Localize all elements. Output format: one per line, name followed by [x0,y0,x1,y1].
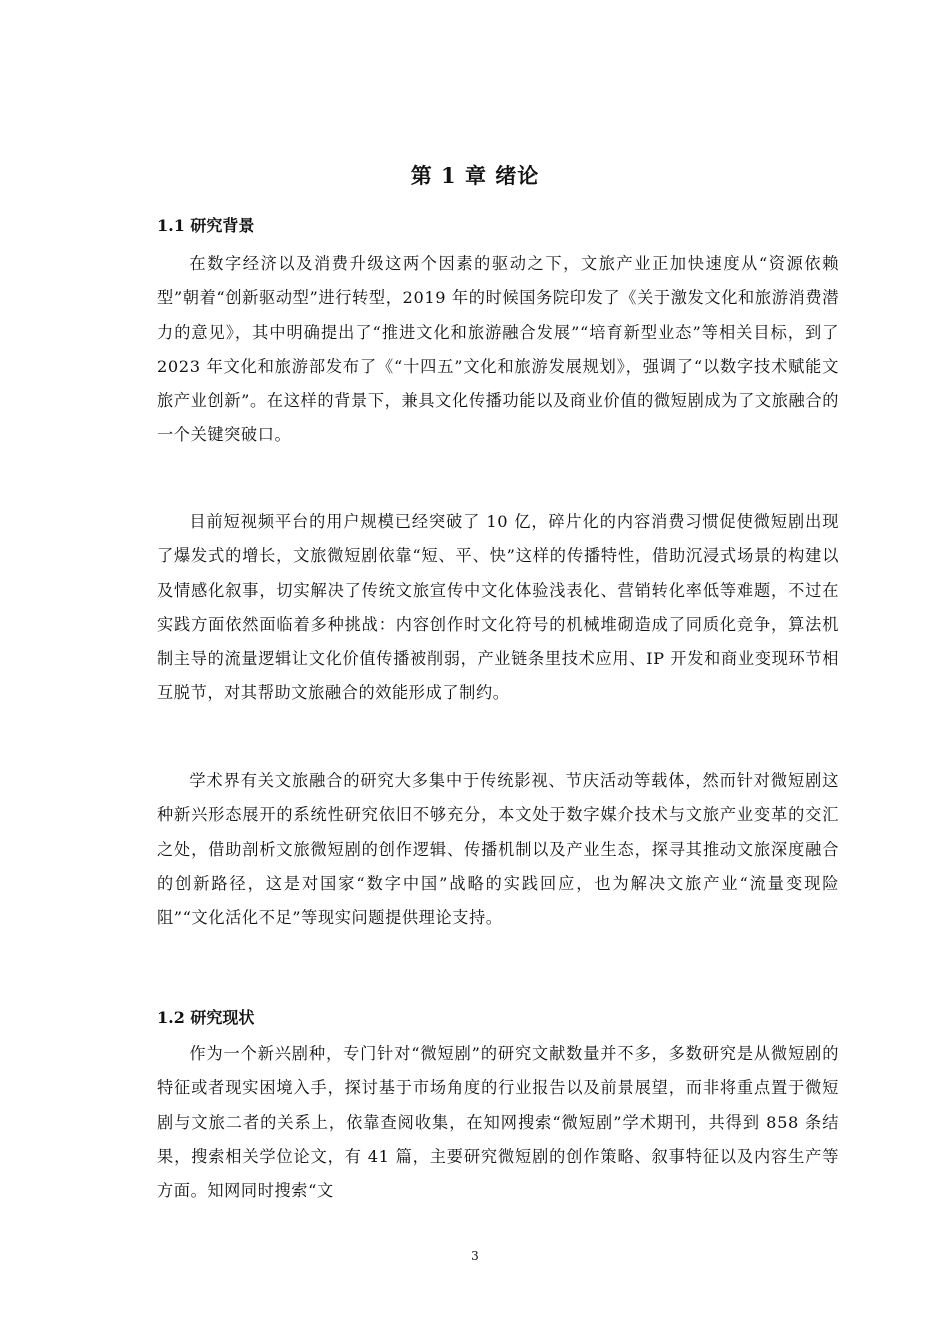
paragraph-background-3: 学术界有关文旅融合的研究大多集中于传统影视、节庆活动等载体，然而针对微短剧这种新兴形态展开的系统性研究依旧不够充分，本文处于数字媒介技术与文旅产业变革的交汇之处，借助剖析文旅微短剧的创作逻辑、传播机制以及产业生态，探寻其推动文旅深度融合的创新路径，这是对国家“数字中国”战略的实践回应，也为解决文旅产业“流量变现险阻”“文化活化不足”等现实问题提供理论支持。 [157,771,839,928]
paragraph-background-2: 目前短视频平台的用户规模已经突破了 10 亿，碎片化的内容消费习惯促使微短剧出现了爆发式的增长，文旅微短剧依靠“短、平、快”这样的传播特性，借助沉浸式场景的构建以及情感化叙事，切实解决了传统文旅宣传中文化体验浅表化、营销转化率低等难题，不过在实践方面依然面临着多种挑战：内容创作时文化符号的机械堆砌造成了同质化竞争，算法机制主导的流量逻辑让文化价值传播被削弱，产业链条里技术应用、IP 开发和商业变现环节相互脱节，对其帮助文旅融合的效能形成了制约。 [157,512,839,703]
paragraph-background-1: 在数字经济以及消费升级这两个因素的驱动之下，文旅产业正加快速度从“资源依赖型”朝着“创新驱动型”进行转型，2019 年的时候国务院印发了《关于激发文化和旅游消费潜力的意见》，其中明确提出了“推进文化和旅游融合发展”“培育新型业态”等相关目标，到了 2023 年文化和旅游部发布了《“十四五”文化和旅游发展规划》，强调了“以数字技术赋能文旅产业创新”。在这样的背景下，兼具文化传播功能以及商业价值的微短剧成为了文旅融合的一个关键突破口。 [157,254,839,445]
chapter-title: 第 1 章 绪论 [410,163,540,188]
paragraph-status-1: 作为一个新兴剧种，专门针对“微短剧”的研究文献数量并不多，多数研究是从微短剧的特征或者现实困境入手，探讨基于市场角度的行业报告以及前景展望，而非将重点置于微短剧与文旅二者的关系上，依靠查阅收集，在知网搜索“微短剧”学术期刊，共得到 858 条结果，搜索相关学位论文，有 41 篇，主要研究微短剧的创作策略、叙事特征以及内容生产等方面。知网同时搜索“文 [157,1044,839,1201]
page-number: 3 [471,1249,479,1263]
section-heading-1-1: 1.1 研究背景 [157,216,255,235]
section-heading-1-2: 1.2 研究现状 [157,1008,255,1027]
